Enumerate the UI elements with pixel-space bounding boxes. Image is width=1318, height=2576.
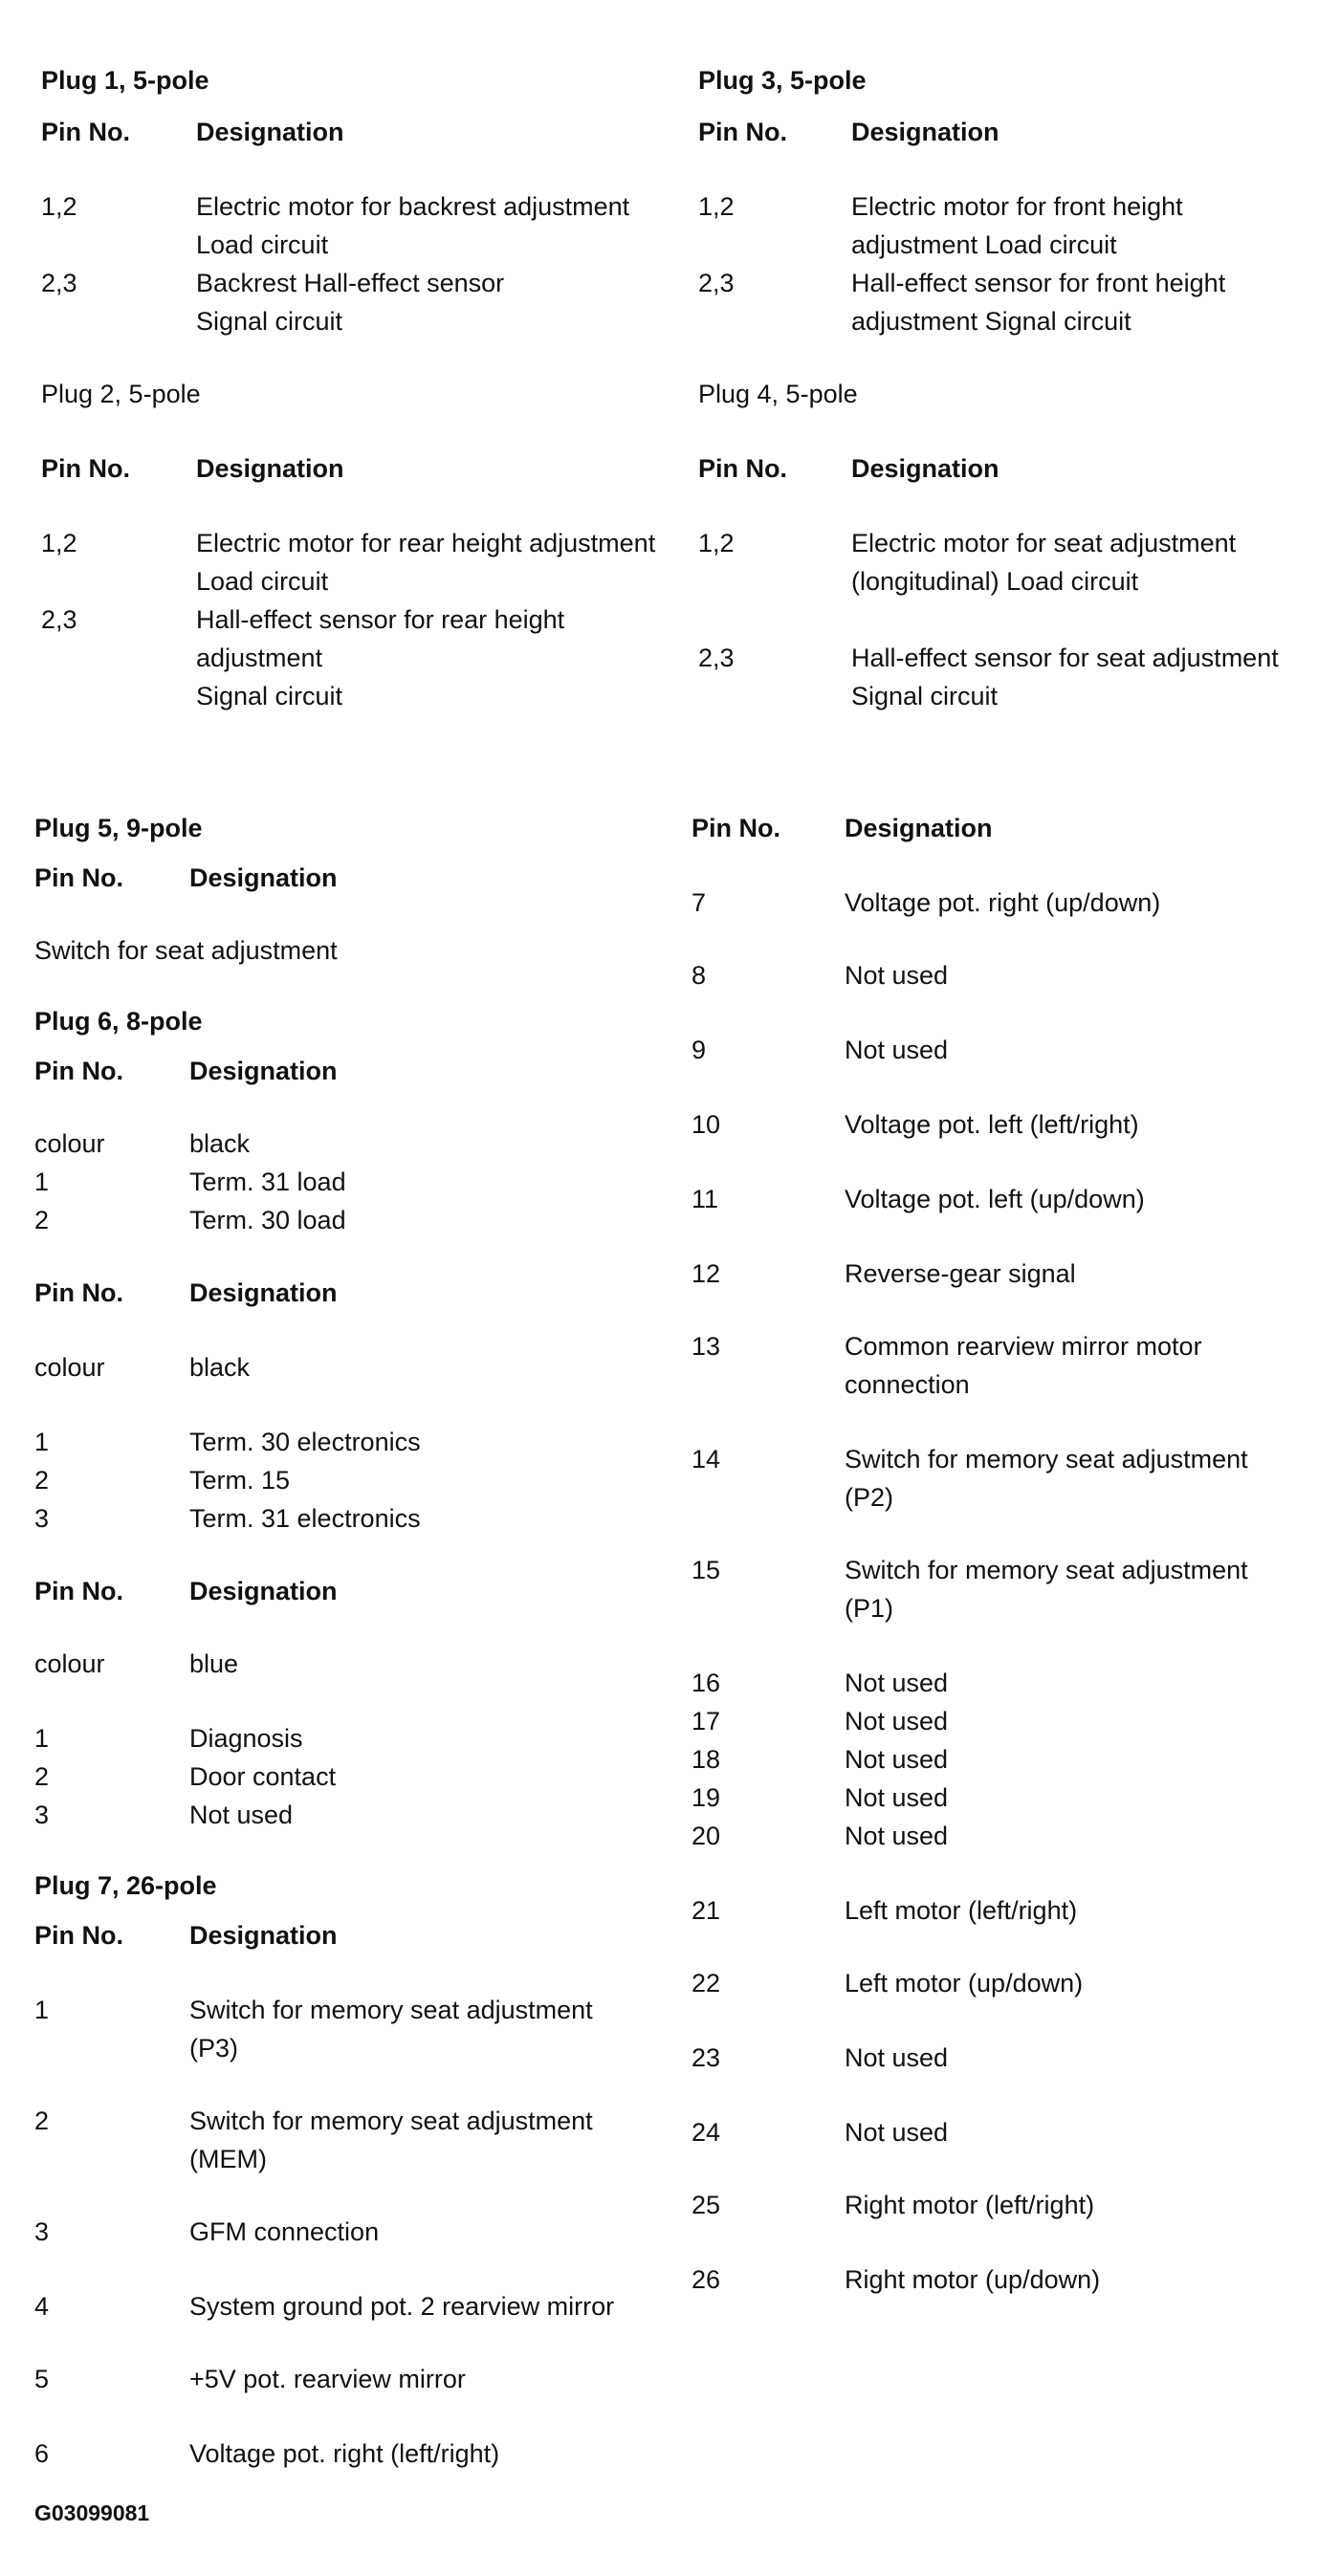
plug7-row-pin: 25 bbox=[692, 2191, 721, 2219]
plug2-row-text: Signal circuit bbox=[196, 682, 343, 710]
plug5-designation-header: Designation bbox=[189, 863, 338, 892]
plug2-pin-header: Pin No. bbox=[41, 454, 130, 483]
plug6-row-text: Term. 31 electronics bbox=[189, 1504, 421, 1533]
plug4-row-text: Hall-effect sensor for seat adjustment bbox=[851, 644, 1279, 672]
plug4-title: Plug 4, 5-pole bbox=[698, 380, 858, 408]
plug2-designation-header: Designation bbox=[196, 454, 344, 483]
plug6-group2-colour-value: black bbox=[189, 1353, 251, 1382]
plug6-group1-colour-value: black bbox=[189, 1129, 251, 1158]
plug3-row-text: Electric motor for front height bbox=[851, 192, 1183, 221]
plug4-row-pin: 2,3 bbox=[698, 644, 735, 672]
plug4-row-text: (longitudinal) Load circuit bbox=[851, 567, 1139, 596]
plug4-designation-header: Designation bbox=[851, 454, 999, 483]
plug7-row-pin: 14 bbox=[692, 1445, 721, 1474]
plug7-row-text: Reverse-gear signal bbox=[845, 1259, 1076, 1288]
plug3-row-text: adjustment Load circuit bbox=[851, 230, 1117, 259]
plug7-right-pin-header: Pin No. bbox=[692, 814, 780, 842]
plug7-row-text: Not used bbox=[845, 961, 949, 990]
plug7-row-text: connection bbox=[845, 1370, 970, 1399]
plug7-row-pin: 26 bbox=[692, 2265, 721, 2294]
plug1-row-pin: 2,3 bbox=[41, 269, 77, 297]
plug6-group1-colour-label: colour bbox=[34, 1129, 105, 1158]
plug6-row-text: Not used bbox=[189, 1801, 294, 1829]
plug4-row-pin: 1,2 bbox=[698, 529, 735, 557]
plug7-row-text: Switch for memory seat adjustment bbox=[845, 1445, 1248, 1474]
plug7-right-designation-header: Designation bbox=[845, 814, 993, 842]
plug2-row-pin: 2,3 bbox=[41, 605, 77, 634]
plug7-row-text: (P1) bbox=[845, 1594, 894, 1623]
plug7-row-text: Not used bbox=[845, 2118, 949, 2147]
plug7-row-pin: 22 bbox=[692, 1969, 721, 1997]
plug2-title: Plug 2, 5-pole bbox=[41, 380, 201, 408]
plug7-row-text: Not used bbox=[845, 1036, 949, 1064]
plug7-row-text: (P2) bbox=[845, 1483, 894, 1512]
plug4-row-text: Signal circuit bbox=[851, 682, 999, 710]
plug7-row-pin: 4 bbox=[34, 2292, 50, 2321]
plug3-designation-header: Designation bbox=[851, 118, 999, 146]
plug7-row-pin: 7 bbox=[692, 888, 707, 917]
plug6-row-pin: 1 bbox=[34, 1168, 50, 1196]
plug7-row-text: Voltage pot. left (left/right) bbox=[845, 1110, 1139, 1139]
plug3-row-pin: 1,2 bbox=[698, 192, 735, 221]
plug1-row-text: Electric motor for backrest adjustment bbox=[196, 192, 630, 221]
plug7-row-pin: 19 bbox=[692, 1783, 721, 1812]
plug3-row-text: adjustment Signal circuit bbox=[851, 307, 1131, 336]
plug1-designation-header: Designation bbox=[196, 118, 344, 146]
plug7-row-pin: 1 bbox=[34, 1996, 50, 2024]
plug6-row-text: Term. 30 load bbox=[189, 1206, 346, 1234]
plug7-row-text: Not used bbox=[845, 1669, 949, 1697]
plug6-group2-designation-header: Designation bbox=[189, 1278, 338, 1307]
plug6-row-pin: 2 bbox=[34, 1466, 50, 1495]
plug7-row-pin: 12 bbox=[692, 1259, 721, 1288]
plug7-row-pin: 8 bbox=[692, 961, 707, 990]
plug7-pin-header: Pin No. bbox=[34, 1921, 123, 1950]
plug1-pin-header: Pin No. bbox=[41, 118, 130, 146]
plug7-row-text: Voltage pot. right (up/down) bbox=[845, 888, 1161, 917]
plug5-pin-header: Pin No. bbox=[34, 863, 123, 892]
plug2-row-text: Electric motor for rear height adjustment bbox=[196, 529, 656, 557]
plug6-group3-colour-label: colour bbox=[34, 1649, 105, 1678]
plug7-row-text: Not used bbox=[845, 1822, 949, 1850]
plug7-row-text: Switch for memory seat adjustment bbox=[845, 1556, 1248, 1584]
plug7-row-text: (MEM) bbox=[189, 2145, 267, 2173]
plug7-row-text: Switch for memory seat adjustment bbox=[189, 1996, 593, 2024]
plug7-row-text: Switch for memory seat adjustment bbox=[189, 2107, 593, 2135]
plug6-row-text: Term. 31 load bbox=[189, 1168, 346, 1196]
plug7-row-pin: 2 bbox=[34, 2107, 50, 2135]
plug6-row-text: Term. 30 electronics bbox=[189, 1428, 421, 1456]
plug7-row-text: GFM connection bbox=[189, 2217, 380, 2246]
plug6-group2-colour-label: colour bbox=[34, 1353, 105, 1382]
plug6-row-pin: 3 bbox=[34, 1504, 50, 1533]
plug2-row-text: Load circuit bbox=[196, 567, 329, 596]
plug1-title: Plug 1, 5-pole bbox=[41, 66, 209, 95]
plug7-row-pin: 13 bbox=[692, 1332, 721, 1361]
plug6-row-pin: 2 bbox=[34, 1206, 50, 1234]
plug7-row-pin: 20 bbox=[692, 1822, 721, 1850]
plug7-row-text: Left motor (left/right) bbox=[845, 1896, 1078, 1925]
plug6-row-pin: 3 bbox=[34, 1801, 50, 1829]
plug7-row-pin: 16 bbox=[692, 1669, 721, 1697]
plug3-pin-header: Pin No. bbox=[698, 118, 787, 146]
plug7-row-pin: 21 bbox=[692, 1896, 721, 1925]
plug7-row-pin: 18 bbox=[692, 1745, 721, 1774]
plug7-row-pin: 15 bbox=[692, 1556, 721, 1584]
plug7-row-pin: 11 bbox=[692, 1185, 719, 1213]
plug6-row-text: Diagnosis bbox=[189, 1724, 303, 1753]
plug7-title: Plug 7, 26-pole bbox=[34, 1871, 217, 1900]
plug3-title: Plug 3, 5-pole bbox=[698, 66, 867, 95]
plug6-row-text: Door contact bbox=[189, 1762, 337, 1791]
plug7-row-text: Not used bbox=[845, 2043, 949, 2072]
plug4-pin-header: Pin No. bbox=[698, 454, 787, 483]
plug6-title: Plug 6, 8-pole bbox=[34, 1007, 203, 1036]
plug7-row-pin: 5 bbox=[34, 2365, 50, 2393]
plug7-designation-header: Designation bbox=[189, 1921, 338, 1950]
plug6-row-text: Term. 15 bbox=[189, 1466, 291, 1495]
plug2-row-text: Hall-effect sensor for rear height bbox=[196, 605, 565, 634]
plug5-note: Switch for seat adjustment bbox=[34, 936, 338, 965]
plug7-row-text: System ground pot. 2 rearview mirror bbox=[189, 2292, 615, 2321]
plug3-row-text: Hall-effect sensor for front height bbox=[851, 269, 1226, 297]
plug7-row-text: Voltage pot. right (left/right) bbox=[189, 2439, 500, 2468]
plug7-row-text: Right motor (up/down) bbox=[845, 2265, 1101, 2294]
plug7-row-text: Voltage pot. left (up/down) bbox=[845, 1185, 1145, 1213]
plug1-row-pin: 1,2 bbox=[41, 192, 77, 221]
plug7-row-pin: 6 bbox=[34, 2439, 50, 2468]
plug6-group2-pin-header: Pin No. bbox=[34, 1278, 123, 1307]
plug7-row-text: Left motor (up/down) bbox=[845, 1969, 1084, 1997]
plug6-row-pin: 1 bbox=[34, 1428, 50, 1456]
plug7-row-text: +5V pot. rearview mirror bbox=[189, 2365, 466, 2393]
plug7-row-pin: 23 bbox=[692, 2043, 721, 2072]
plug6-group3-designation-header: Designation bbox=[189, 1577, 338, 1605]
plug7-row-text: Right motor (left/right) bbox=[845, 2191, 1095, 2219]
plug6-group3-colour-value: blue bbox=[189, 1649, 239, 1678]
figure-id: G03099081 bbox=[34, 2500, 150, 2525]
plug7-row-pin: 9 bbox=[692, 1036, 707, 1064]
plug5-title: Plug 5, 9-pole bbox=[34, 814, 203, 842]
plug7-row-text: Not used bbox=[845, 1745, 949, 1774]
plug6-group1-designation-header: Designation bbox=[189, 1057, 338, 1085]
plug1-row-text: Backrest Hall-effect sensor bbox=[196, 269, 505, 297]
plug7-row-text: Common rearview mirror motor bbox=[845, 1332, 1202, 1361]
plug7-row-pin: 3 bbox=[34, 2217, 50, 2246]
plug6-group1-pin-header: Pin No. bbox=[34, 1057, 123, 1085]
plug7-row-pin: 10 bbox=[692, 1110, 721, 1139]
plug7-row-pin: 24 bbox=[692, 2118, 721, 2147]
plug6-group3-pin-header: Pin No. bbox=[34, 1577, 123, 1605]
plug1-row-text: Load circuit bbox=[196, 230, 329, 259]
plug2-row-pin: 1,2 bbox=[41, 529, 77, 557]
plug7-row-pin: 17 bbox=[692, 1707, 721, 1736]
plug7-row-text: Not used bbox=[845, 1783, 949, 1812]
plug7-row-text: Not used bbox=[845, 1707, 949, 1736]
plug7-row-text: (P3) bbox=[189, 2034, 239, 2063]
plug2-row-text: adjustment bbox=[196, 644, 323, 672]
plug1-row-text: Signal circuit bbox=[196, 307, 343, 336]
plug3-row-pin: 2,3 bbox=[698, 269, 735, 297]
plug6-row-pin: 2 bbox=[34, 1762, 50, 1791]
plug4-row-text: Electric motor for seat adjustment bbox=[851, 529, 1237, 557]
plug6-row-pin: 1 bbox=[34, 1724, 50, 1753]
